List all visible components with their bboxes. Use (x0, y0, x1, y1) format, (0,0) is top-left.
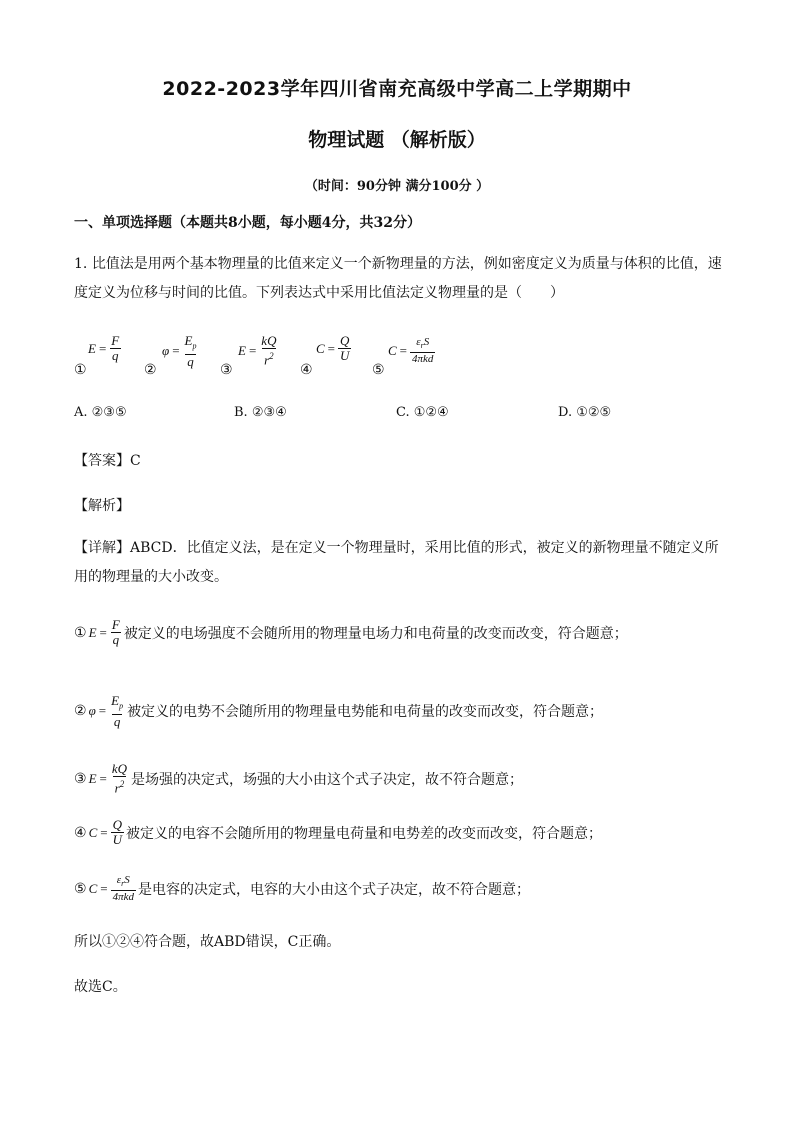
question-line-2: 度定义为位移与时间的比值。下列表达式中采用比值法定义物理量的是（ ） (74, 285, 564, 301)
answer-label: 【答案】 (74, 453, 130, 469)
question-number: 1. (74, 256, 88, 272)
document-title: 2022-2023学年四川省南充高级中学高二上学期期中 (162, 78, 632, 100)
detail-line-2: 用的物理量的大小改变。 (74, 569, 228, 585)
explanation-item-4: ④ C = $\frac{Q}{U}$ 被定义的电容不会随所用的物理量电荷量和电势差的改变而改变，符合题意； (74, 817, 602, 847)
detail-line-1: 【详解】ABCD．比值定义法，是在定义一个物理量时，采用比值的形式，被定义的新物理量不随定义所 (74, 540, 719, 556)
final-answer: 故选C。 (74, 979, 127, 995)
question-line-1: 1. 比值法是用两个基本物理量的比值来定义一个新物理量的方法，例如密度定义为质量与体积的比值，速 (74, 256, 722, 272)
analysis-label: 【解析】 (74, 498, 130, 514)
choice-a[interactable]: A. ②③⑤ (74, 405, 127, 420)
section-heading: 一、单项选择题（本题共8小题，每小题4分，共32分） (74, 215, 421, 231)
exam-info: （时间：90分钟 满分100分 ） (304, 179, 490, 194)
document-subtitle: 物理试题 （解析版） (308, 129, 486, 151)
explanation-item-2: ② φ = $\frac{E_p}{q}$ 被定义的电势不会随所用的物理量电势能和电荷量的改变而改变，符合题意； (74, 693, 604, 729)
explanation-item-5: ⑤ C = $\frac{\varepsilon_rS}{\text{4πkd}}$ 是电容的决定式，电容的大小由这个式子决定，故不符合题意； (74, 874, 530, 904)
answer-line (74, 450, 141, 470)
explanation-item-3: ③ E = $\frac{kQ}{r^2}$ 是场强的决定式，场强的大小由这个式子决定，故不符合题意； (74, 761, 524, 796)
question-text (74, 250, 724, 308)
formula-row: ① E = $\frac{F}{q}$ ② φ = $\frac{E_p}{q}$ ③ E = $\frac{kQ}{r^2}$ ④ C = $\frac{Q}{U}$ ⑤ C = $\frac{\varepsilon_rS}{\text{4πkd}}$ (74, 333, 434, 378)
choice-d[interactable]: D. ①②⑤ (558, 405, 612, 420)
detail-label: 【详解】 (74, 540, 130, 556)
choice-b[interactable]: B. ②③④ (234, 405, 287, 420)
explanation-item-1: ① E = $\frac{F}{q}$ 被定义的电场强度不会随所用的物理量电场力和电荷量的改变而改变，符合题意； (74, 617, 628, 647)
choice-c[interactable]: C. ①②④ (396, 405, 449, 420)
answer-value: C (130, 453, 141, 469)
conclusion: 所以①②④符合题，故ABD错误，C正确。 (74, 934, 341, 950)
detail-text (74, 534, 724, 592)
